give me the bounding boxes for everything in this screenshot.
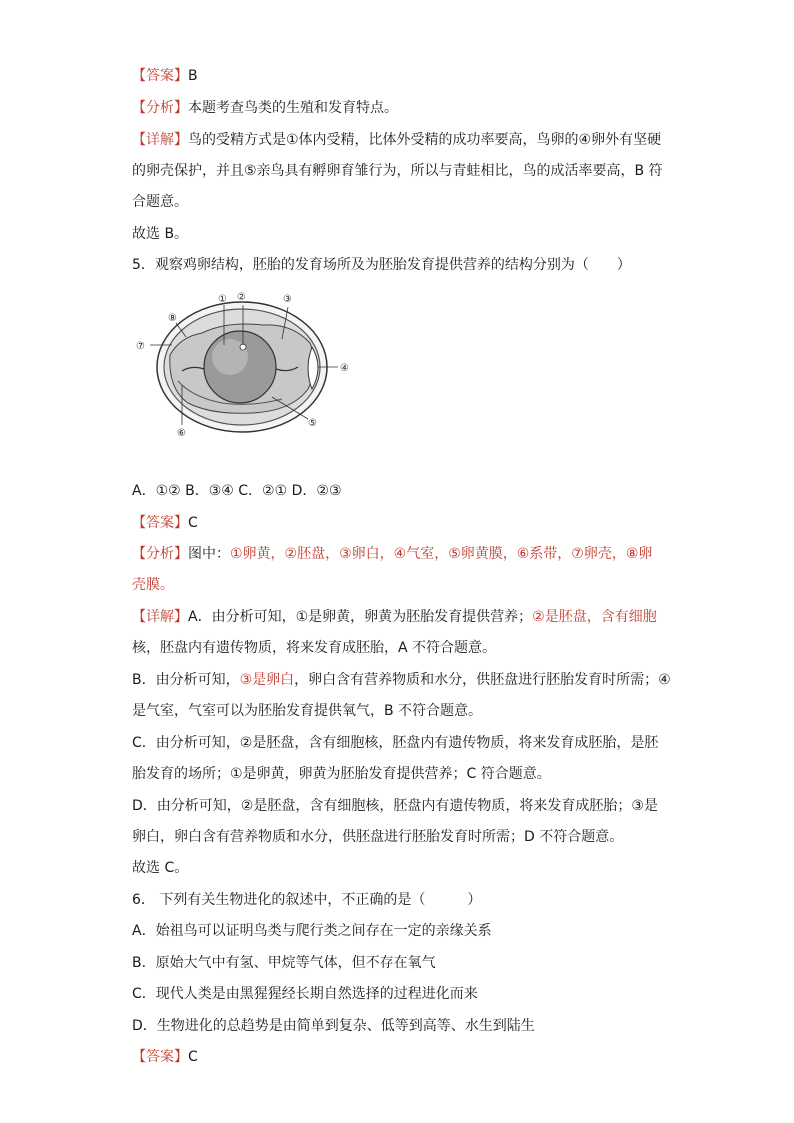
q5-detail-a-line-2: 核，胚盘内有遗传物质，将来发育成胚胎，A 不符合题意。 [132,640,497,656]
q4-detail-line-1 [132,130,661,150]
q5-analysis-line-2: 壳膜。 [132,577,174,593]
figure-label-8: ⑧ [168,313,177,324]
q5-detail-a-line-1 [132,607,657,627]
q4-detail-line-3: 合题意。 [132,194,188,210]
q5-conclusion: 故选 C。 [132,860,189,876]
answer-tag: 【答案】 [132,68,188,84]
answer-value: B [188,68,198,84]
q5-detail-d-line-2: 卵白，卵白含有营养物质和水分，供胚盘进行胚胎发育时所需；D 不符合题意。 [132,829,624,845]
figure-label-1: ① [218,294,227,305]
q4-conclusion: 故选 B。 [132,226,189,242]
answer-tag: 【答案】 [132,1049,188,1065]
detail-tag: 【详解】 [132,609,188,625]
analysis-prefix: 图中： [188,546,230,562]
q6-option-b: B．原始大气中有氢、甲烷等气体，但不存在氧气 [132,955,436,971]
q5-detail-b-line-2: 是气室，气室可以为胚胎发育提供氧气，B 不符合题意。 [132,703,483,719]
answer-tag: 【答案】 [132,515,188,531]
figure-label-3: ③ [283,294,292,305]
detail-b-text-1: B．由分析可知， [132,672,240,688]
q4-answer [132,66,198,86]
detail-b-text-2: ，卵白含有营养物质和水分，供胚盘进行胚胎发育时所需；④ [294,672,671,688]
detail-b-highlight: ③是卵白 [239,672,295,688]
q5-detail-d-line-1: D．由分析可知，②是胚盘，含有细胞核，胚盘内有遗传物质，将来发育成胚胎；③是 [132,798,658,814]
egg-diagram [132,285,362,445]
figure-label-7: ⑦ [136,341,145,352]
q6-option-c: C．现代人类是由黑猩猩经长期自然选择的过程进化而来 [132,986,478,1002]
q5-detail-c-line-1: C．由分析可知，②是胚盘，含有细胞核，胚盘内有遗传物质，将来发育成胚胎，是胚 [132,735,659,751]
analysis-tag: 【分析】 [132,100,188,116]
figure-label-4: ④ [340,363,349,374]
q5-analysis-line-1 [132,544,652,564]
detail-tag: 【详解】 [132,132,188,148]
q6-option-d: D．生物进化的总趋势是由简单到复杂、低等到高等、水生到陆生 [132,1018,535,1034]
answer-value: C [188,1049,198,1065]
analysis-text: ①卵黄，②胚盘，③卵白，④气室，⑤卵黄膜，⑥系带，⑦卵壳，⑧卵 [230,546,653,562]
q5-detail-c-line-2: 胎发育的场所；①是卵黄，卵黄为胚胎发育提供营养；C 符合题意。 [132,766,551,782]
figure-label-2: ② [237,292,246,303]
q5-options: A．①② B．③④ C．②① D．②③ [132,483,342,499]
analysis-tag: 【分析】 [132,546,188,562]
egg-structure-figure [132,285,362,445]
figure-label-5: ⑤ [308,418,317,429]
q6-option-a: A．始祖鸟可以证明鸟类与爬行类之间存在一定的亲缘关系 [132,923,492,939]
q4-detail-line-2: 的卵壳保护，并且⑤亲鸟具有孵卵育雏行为，所以与青蛙相比，鸟的成活率要高，B 符 [132,163,663,179]
q5-answer [132,513,198,533]
analysis-text: 本题考查鸟类的生殖和发育特点。 [188,100,398,116]
q6-answer [132,1047,198,1067]
detail-text: 鸟的受精方式是①体内受精，比体外受精的成功率要高，鸟卵的④卵外有坚硬 [188,132,662,148]
q4-analysis [132,98,398,118]
q5-question: 5．观察鸡卵结构，胚胎的发育场所及为胚胎发育提供营养的结构分别为（ ） [132,257,631,273]
q6-question: 6． 下列有关生物进化的叙述中，不正确的是（ ） [132,892,482,908]
q5-detail-b-line-1 [132,670,671,690]
detail-a-text: A．由分析可知，①是卵黄，卵黄为胚胎发育提供营养； [188,609,533,625]
detail-a-highlight: ②是胚盘，含有细胞 [532,609,657,625]
answer-value: C [188,515,198,531]
figure-label-6: ⑥ [177,428,186,439]
